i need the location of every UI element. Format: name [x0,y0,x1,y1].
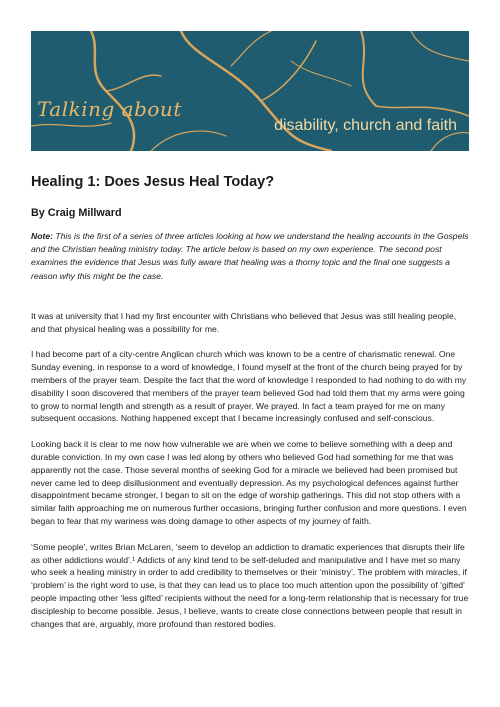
paragraph: ‘Some people’, writes Brian McLaren, ‘seem to develop an addiction to dramatic experiences that disrupts their life as other addictions would’.¹ Addicts of any kind tend to be self-deluded and manipulative and I have met so many who seek a healing ministry in order to add credibility to themselves or their ‘ministry’. The problem with miracles, if ‘problem’ is the right word to use, is that they can lead us to place too much attention upon the possibility of ‘gifted’ people impacting other ‘less gifted’ recipients without the need for a long-term relationship that is necessary for true discipleship to become possible. Jesus, I believe, wants to create close connections between people that result in changes that are, arguably, more profound than restored bodies. [31,541,469,629]
paragraph: It was at university that I had my first encounter with Christians who believed that Jesus was still healing people, and that physical healing was a possibility for me. [31,310,457,334]
article-byline: By Craig Millward [31,207,122,219]
paragraph: I had become part of a city-centre Anglican church which was known to be a centre of charismatic renewal. One Sunday evening, in response to a word of knowledge, I found myself at the front of the church being prayed for by members of the prayer team. Despite the fact that the word of knowledge I responded to had nothing to do with my disability I soon discovered that members of the prayer team believed God had told them that my arms were going to grow to normal length and strength as a result of prayer. We prayed. In fact a team prayed for me on many subsequent occasions. Nothing happened except that I became increasingly confused and self-conscious. [31,349,467,424]
banner-title-line-1: Talking about [37,97,182,121]
note-text: This is the first of a series of three articles looking at how we understand the healing accounts in the Gospels and the Christian healing ministry today. The article below is based on my own experience. The second post examines the evidence that Jesus was fully aware that healing was a thorny topic and the final one suggests a reason why this might be the case. [31,231,469,281]
banner-title-line-2: disability, church and faith [274,117,457,134]
article-title: Healing 1: Does Jesus Heal Today? [31,174,275,190]
paragraph: Looking back it is clear to me now how vulnerable we are when we come to believe something with a deep and durable conviction. In my own case I was led along by others who believed God had something for me that was apparently not the case. Those several months of seeking God for a miracle we believed had been promised but never came led to deep disillusionment and eventually depression. As my psychological defences against further disappointment became stronger, I began to sit on the edge of worship gatherings. This did not stop others with a similar faith approaching me on numerous further occasions, bringing further confusion and more questions. I even began to fear that my wariness was doing damage to other aspects of my journey of faith. [31,439,467,526]
header-banner [31,31,469,151]
note-label: Note: [31,231,53,241]
article [31,174,471,643]
article-note [31,230,471,283]
